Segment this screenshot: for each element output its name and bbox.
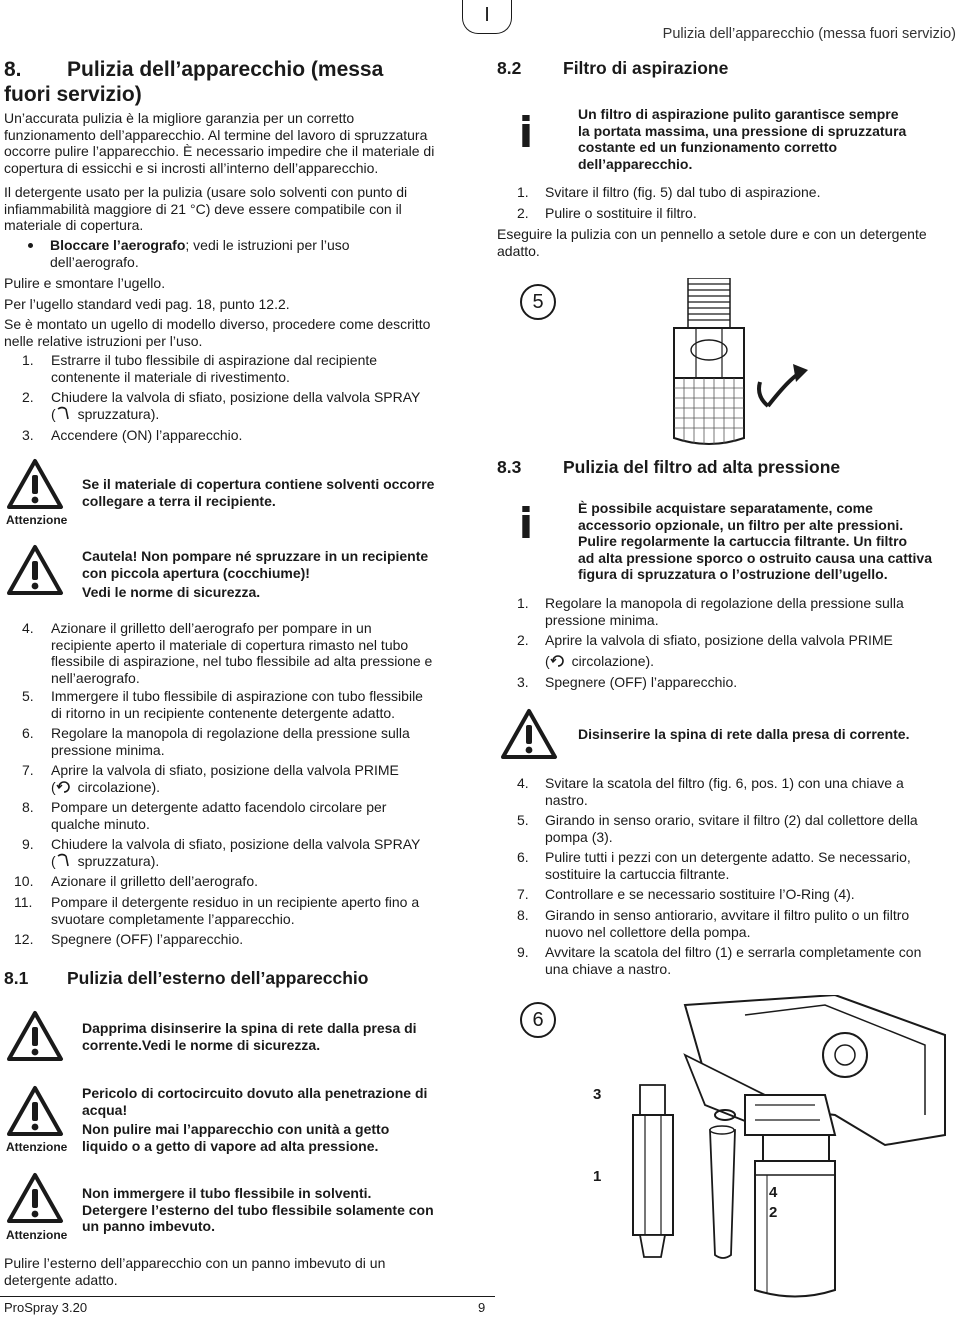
step-number: 5. (22, 688, 34, 704)
prime-open-paren: ( (545, 652, 550, 669)
detergent-line: materiale di copertura. (4, 217, 144, 233)
intro-paragraph (4, 110, 434, 176)
step-text: Girando in senso orario, svitare il filtro (2) dal collettore della (545, 812, 918, 828)
step-text: una chiave a nastro. (545, 960, 672, 977)
info-box-high-pressure (578, 500, 932, 583)
step-text: recipiente aperto il materiale di copertura rimasto nel tubo (51, 636, 409, 653)
callout-4: 4 (769, 1184, 778, 1201)
prime-open-paren: ( (51, 778, 56, 795)
step-number: 10. (14, 873, 34, 889)
bullet-rest: ; vedi le istruzioni per l’uso (185, 237, 350, 253)
step-7 (4, 762, 474, 799)
cleaning-steps (4, 620, 474, 952)
step-text: Avvitare la scatola del filtro (1) e serrarla completamente con (545, 944, 922, 960)
circulation-icon (550, 654, 566, 668)
bullet-bold: Bloccare l’aerografo (50, 237, 186, 253)
step-text: spruzzatura). (77, 852, 160, 869)
bullet-line2: dell’aerografo. (50, 253, 139, 270)
step-text: Pompare il detergente residuo in un recipiente aperto fino a (51, 894, 420, 910)
subsection-title: Pulizia del filtro ad alta pressione (563, 457, 841, 477)
warning-text-grounding (82, 476, 434, 509)
intro-line: funzionamento dell’apparecchio. Al termine del lavoro di spruzzatura (4, 126, 428, 143)
step-number: 12. (14, 931, 34, 947)
intro-line: occorre pulire l’apparecchio. È necessario impedire che il materiale di (4, 143, 435, 159)
step-number: 1. (22, 352, 34, 368)
step-number: 3. (517, 674, 529, 690)
step-10 (4, 873, 474, 894)
info-line: Pulire regolarmente la cartuccia filtrante. Un filtro (578, 533, 908, 549)
spray-icon (57, 853, 71, 867)
warning-line: Detergere l’esterno del tubo flessibile solamente con (82, 1201, 434, 1218)
step-text: pressione minima. (51, 741, 165, 758)
warning-icon (6, 458, 64, 510)
step-number: 4. (22, 620, 34, 636)
other-nozzle-line: nelle relative istruzioni per l’uso. (4, 332, 203, 349)
step-number: 1. (517, 184, 529, 200)
step-text: Pulire o sostituire il filtro. (545, 205, 697, 221)
step-text: nuovo nel collettore della pompa. (545, 923, 751, 940)
warning-icon (6, 544, 64, 596)
step-text: circolazione). (571, 652, 655, 669)
info-line: dell’apparecchio. (578, 155, 693, 172)
info-line: accessorio opzionale, un filtro per alte pressioni. (578, 516, 904, 533)
step-text: qualche minuto. (51, 815, 150, 832)
info-line: È possibile acquistare separatamente, come (578, 500, 873, 516)
step-12 (4, 931, 474, 952)
section-number: 8. (4, 58, 22, 81)
warning-line: Se il materiale di copertura contiene solventi occorre (82, 476, 435, 492)
warning-text-container (82, 1020, 417, 1053)
other-nozzle-paragraph (4, 316, 430, 349)
step-text: Controllare e se necessario sostituire l’O-Ring (4). (545, 886, 855, 902)
step-number: 4. (517, 775, 529, 791)
warning-text-unplug: Disinserire la spina di rete dalla presa di corrente. (578, 726, 910, 742)
language-tab-label: I (484, 4, 490, 26)
step-text: Regolare la manopola di regolazione della pressione sulla (545, 595, 904, 611)
footer-rule (0, 1296, 495, 1297)
step-5 (497, 812, 957, 849)
figure-5-label: 5 (520, 284, 556, 320)
info-box-filter (578, 106, 906, 172)
step-5 (4, 688, 474, 725)
step-9 (497, 944, 957, 981)
warning-line: collegare a terra il recipiente. (82, 492, 276, 509)
step-9 (4, 836, 474, 873)
warning-icon (500, 708, 558, 760)
step-text: spruzzatura). (77, 405, 160, 422)
other-nozzle-line: Se è montato un ugello di modello diverso, procedere come descritto (4, 316, 431, 332)
step-number: 8. (22, 799, 34, 815)
warning-line: Pericolo di cortocircuito dovuto alla penetrazione di (82, 1085, 428, 1101)
figure-6-label: 6 (520, 1002, 556, 1038)
callout-1: 1 (593, 1168, 602, 1185)
step-text: nastro. (545, 791, 588, 808)
language-tab (462, 0, 512, 34)
step-number: 9. (22, 836, 34, 852)
step-number: 2. (517, 632, 529, 648)
step-number: 7. (517, 886, 529, 902)
step-text: Spegnere (OFF) l’apparecchio. (51, 931, 244, 947)
spray-open-paren: ( (51, 405, 56, 422)
step-text: Accendere (ON) l’apparecchio. (51, 427, 243, 443)
info-line: la portata massima, una pressione di spruzzatura (578, 122, 907, 139)
spray-open-paren: ( (51, 852, 56, 869)
step-number: 2. (22, 389, 34, 405)
clean-note-line: Eseguire la pulizia con un pennello a setole dure e con un detergente (497, 226, 927, 242)
step-text: Svitare il filtro (fig. 5) dal tubo di aspirazione. (545, 184, 821, 200)
step-8 (4, 799, 474, 836)
step-text: Girando in senso antiorario, avvitare il filtro pulito o un filtro (545, 907, 910, 923)
step-7 (497, 886, 957, 907)
warning-line: Dapprima disinserire la spina di rete dalla presa di (82, 1020, 417, 1036)
warning-label: Attenzione (6, 513, 68, 527)
step-text: Azionare il grilletto dell’aerografo per pompare in un (51, 620, 372, 636)
step-text: Azionare il grilletto dell’aerografo. (51, 873, 258, 889)
step-3 (497, 674, 957, 695)
step-text: sostituire la cartuccia filtrante. (545, 865, 730, 882)
high-pressure-filter-illustration (505, 995, 955, 1310)
info-line: costante ed un funzionamento corretto (578, 139, 838, 155)
clean-note-line: adatto. (497, 242, 540, 259)
step-text: Aprire la valvola di sfiato, posizione della valvola PRIME (51, 762, 399, 778)
info-line: ad alta pressione sporco o ostruito causa una cattiva (578, 549, 932, 566)
info-icon (500, 499, 552, 555)
footer-page-number: 9 (478, 1300, 486, 1315)
step-number: 9. (517, 944, 529, 960)
step-text: svuotare completamente l’apparecchio. (51, 910, 295, 927)
step-6 (4, 725, 474, 762)
step-number: 11. (14, 894, 33, 910)
step-text: Svitare la scatola del filtro (fig. 6, pos. 1) con una chiave a (545, 775, 904, 791)
warning-line: un panno imbevuto. (82, 1218, 215, 1234)
standard-nozzle-line: Per l’ugello standard vedi pag. 18, punto 12.2. (4, 296, 290, 312)
step-text: Chiudere la valvola di sfiato, posizione della valvola SPRAY (51, 389, 421, 405)
warning-label: Attenzione (6, 1228, 68, 1242)
step-text: Regolare la manopola di regolazione della pressione sulla (51, 725, 410, 741)
warning-icon (6, 1172, 64, 1224)
step-6 (497, 849, 957, 886)
step-text: circolazione). (77, 778, 161, 795)
warning-line: liquido o a getto di vapore ad alta pressione. (82, 1137, 379, 1154)
step-text: contenente il materiale di rivestimento. (51, 368, 290, 385)
suction-filter-illustration (660, 278, 820, 448)
step-11 (4, 894, 474, 931)
step-text: flessibile di aspirazione, nel tubo flessibile ad alta pressione e (51, 653, 433, 669)
warning-line: Cautela! Non pompare né spruzzare in un recipiente (82, 548, 429, 564)
warning-line: con piccola apertura (cocchiume)! (82, 564, 310, 581)
section-title-line2: fuori servizio) (4, 83, 142, 106)
step-number: 8. (517, 907, 529, 923)
info-icon (500, 108, 552, 164)
step-8 (497, 907, 957, 944)
running-title: Pulizia dell’apparecchio (messa fuori servizio) (662, 26, 956, 42)
warning-line: corrente.Vedi le norme di sicurezza. (82, 1036, 321, 1053)
closing-paragraph (4, 1255, 385, 1288)
warning-line: Non pulire mai l’apparecchio con unità a getto (82, 1121, 390, 1137)
warning-line: Vedi le norme di sicurezza. (82, 584, 261, 600)
step-number: 2. (517, 205, 529, 221)
info-glyph: i (518, 108, 534, 157)
step-number: 7. (22, 762, 34, 778)
bullet-lock-gun (50, 237, 350, 270)
info-glyph: i (518, 499, 534, 548)
detergent-line: Il detergente usato per la pulizia (usare solo solventi con punto di (4, 184, 408, 200)
subsection-title: Pulizia dell’esterno dell’apparecchio (67, 968, 369, 988)
step-text: di ritorno in un recipiente contenente detergente adatto. (51, 704, 396, 721)
intro-line: copertura di essicchi e si incrosti all’interno dell’apparecchio. (4, 159, 379, 176)
warning-icon (6, 1010, 64, 1062)
warning-text-container (82, 548, 428, 601)
step-text: Aprire la valvola di sfiato, posizione della valvola PRIME (545, 632, 893, 648)
warning-line: acqua! (82, 1101, 128, 1118)
detergent-paragraph (4, 184, 407, 234)
step-number: 3. (22, 427, 34, 443)
high-pressure-steps-b (497, 775, 957, 981)
step-text: Spegnere (OFF) l’apparecchio. (545, 674, 738, 690)
step-text: Chiudere la valvola di sfiato, posizione della valvola SPRAY (51, 836, 421, 852)
step-text: Immergere il tubo flessibile di aspirazione con tubo flessibile (51, 688, 423, 704)
step-text: Pompare un detergente adatto facendolo circolare per (51, 799, 387, 815)
callout-3: 3 (593, 1086, 602, 1103)
step-text: nell’aerografo. (51, 669, 140, 686)
info-line: figura di spruzzatura o l’ostruzione dell’ugello. (578, 566, 888, 582)
subsection-title: Filtro di aspirazione (563, 58, 729, 78)
step-4 (497, 775, 957, 812)
intro-line: Un’accurata pulizia è la migliore garanzia per un corretto (4, 110, 355, 126)
section-title-line1: Pulizia dell’apparecchio (messa (67, 58, 384, 81)
warning-label: Attenzione (6, 1140, 68, 1154)
warning-text-container (82, 1085, 427, 1154)
step-2 (497, 632, 957, 674)
circulation-icon (56, 780, 72, 794)
warning-line: Non immergere il tubo flessibile in solventi. (82, 1185, 372, 1201)
step-number: 6. (517, 849, 529, 865)
subsection-number: 8.2 (497, 58, 522, 78)
callout-2: 2 (769, 1204, 778, 1221)
high-pressure-steps-a (497, 595, 957, 695)
step-text: pressione minima. (545, 611, 659, 628)
nozzle-line: Pulire e smontare l’ugello. (4, 275, 166, 291)
step-number: 5. (517, 812, 529, 828)
step-number: 6. (22, 725, 34, 741)
closing-line: Pulire l’esterno dell’apparecchio con un panno imbevuto di un (4, 1255, 386, 1271)
subsection-number: 8.3 (497, 457, 522, 477)
info-line: Un filtro di aspirazione pulito garantisce sempre (578, 106, 899, 122)
clean-note (497, 226, 927, 259)
step-number: 1. (517, 595, 529, 611)
step-text: Estrarre il tubo flessibile di aspirazione dal recipiente (51, 352, 378, 368)
step-text: pompa (3). (545, 828, 613, 845)
detergent-line: infiammabilità maggiore di 21 °C) deve essere compatibile con il (4, 200, 402, 217)
warning-icon (6, 1085, 64, 1137)
section-title (4, 57, 384, 107)
footer-product: ProSpray 3.20 (4, 1300, 88, 1315)
warning-text-container (82, 1185, 434, 1235)
step-4 (4, 620, 474, 688)
step-text: Pulire tutti i pezzi con un detergente adatto. Se necessario, (545, 849, 911, 865)
spray-icon (57, 406, 71, 420)
step-1 (497, 595, 957, 632)
closing-line: detergente adatto. (4, 1271, 118, 1288)
subsection-number: 8.1 (4, 968, 29, 988)
